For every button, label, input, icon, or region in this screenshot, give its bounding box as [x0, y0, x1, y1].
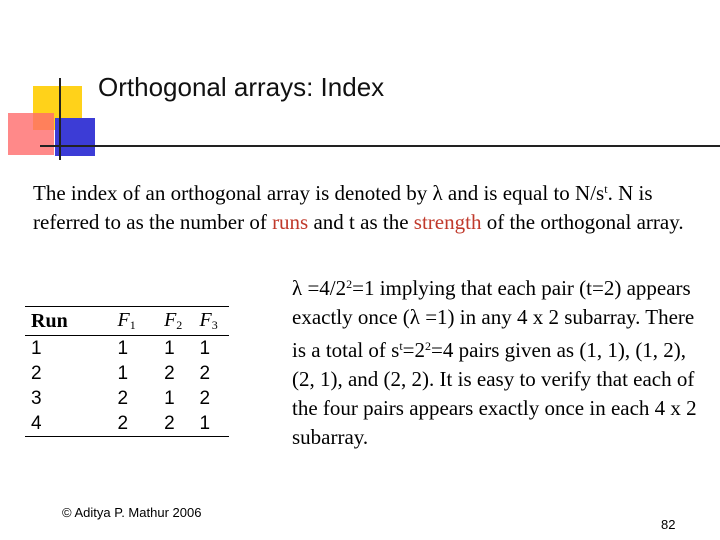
- slide-title: Orthogonal arrays: Index: [98, 72, 385, 102]
- explanation-text-3: =1) in any 4 x 2 subarray. There is a total of s: [292, 305, 695, 362]
- header-run: Run: [25, 307, 88, 336]
- decor-square-blue: [55, 118, 95, 156]
- superscript-t: t: [604, 182, 608, 196]
- table-cell: 2: [164, 363, 175, 384]
- term-runs: runs: [272, 210, 309, 234]
- page-number: 82: [661, 517, 676, 532]
- header-f3: [194, 307, 229, 336]
- table-row: [25, 361, 229, 386]
- intro-text-3: . N is referred to as the number of: [33, 181, 653, 234]
- table-cell: 3: [31, 388, 42, 409]
- explanation-text-4: =2: [402, 338, 426, 362]
- orthogonal-array-table: [25, 306, 229, 437]
- table-cell: 2: [158, 411, 193, 437]
- table-cell: 4: [25, 411, 88, 437]
- table-header-row: [25, 307, 229, 336]
- factor-sub: 1: [129, 318, 136, 332]
- table-row: [25, 336, 229, 362]
- decor-vertical-line: [59, 78, 61, 160]
- intro-paragraph: [33, 175, 713, 237]
- table-cell: 2: [199, 363, 211, 384]
- lambda-symbol: λ: [432, 181, 443, 205]
- header-f2: [158, 307, 193, 336]
- intro-text-2: and is equal to N/s: [442, 181, 605, 205]
- lambda-symbol: λ: [292, 276, 303, 300]
- intro-text-4: and t as the: [308, 210, 414, 234]
- superscript-t: t: [399, 339, 403, 353]
- table-cell: 1: [31, 338, 42, 359]
- table-cell: 2: [199, 388, 211, 409]
- intro-text-5: of the orthogonal array.: [481, 210, 684, 234]
- decor-square-red: [8, 113, 54, 155]
- factor-letter: F: [117, 309, 130, 331]
- lambda-symbol: λ: [409, 305, 420, 329]
- table-cell: 2: [31, 363, 42, 384]
- table-cell: 1: [164, 388, 175, 409]
- explanation-text-1: =4/2: [302, 276, 347, 300]
- table-row: [25, 386, 229, 411]
- table-cell: 1: [199, 338, 211, 359]
- header-f1: [88, 307, 159, 336]
- title-rule: [40, 145, 720, 147]
- superscript-2: 2: [346, 277, 353, 291]
- explanation-text-2: =1 implying that each pair (t=2) appears exactly once (: [292, 276, 691, 329]
- factor-sub: 2: [176, 318, 183, 332]
- table-cell: 2: [117, 388, 129, 409]
- factor-sub: 3: [211, 318, 218, 332]
- table-cell: 1: [117, 338, 129, 359]
- explanation-paragraph: [292, 270, 712, 452]
- table-cell: 2: [88, 411, 159, 437]
- table-cell: 1: [164, 338, 175, 359]
- copyright-footer: © Aditya P. Mathur 2006: [62, 505, 202, 520]
- term-strength: strength: [413, 210, 482, 234]
- factor-letter: F: [164, 309, 177, 331]
- explanation-text-5: =4 pairs given as (1, 1), (1, 2), (2, 1), and (2, 2). It is easy to verify that each of the four pairs appears exactly once in each 4 x 2 subarray.: [292, 338, 697, 449]
- factor-letter: F: [199, 309, 212, 331]
- table-cell: 1: [117, 363, 129, 384]
- superscript-2: 2: [425, 339, 432, 353]
- intro-text-1: The index of an orthogonal array is denoted by: [33, 181, 433, 205]
- table-cell: 1: [194, 411, 229, 437]
- table-row: [25, 411, 229, 437]
